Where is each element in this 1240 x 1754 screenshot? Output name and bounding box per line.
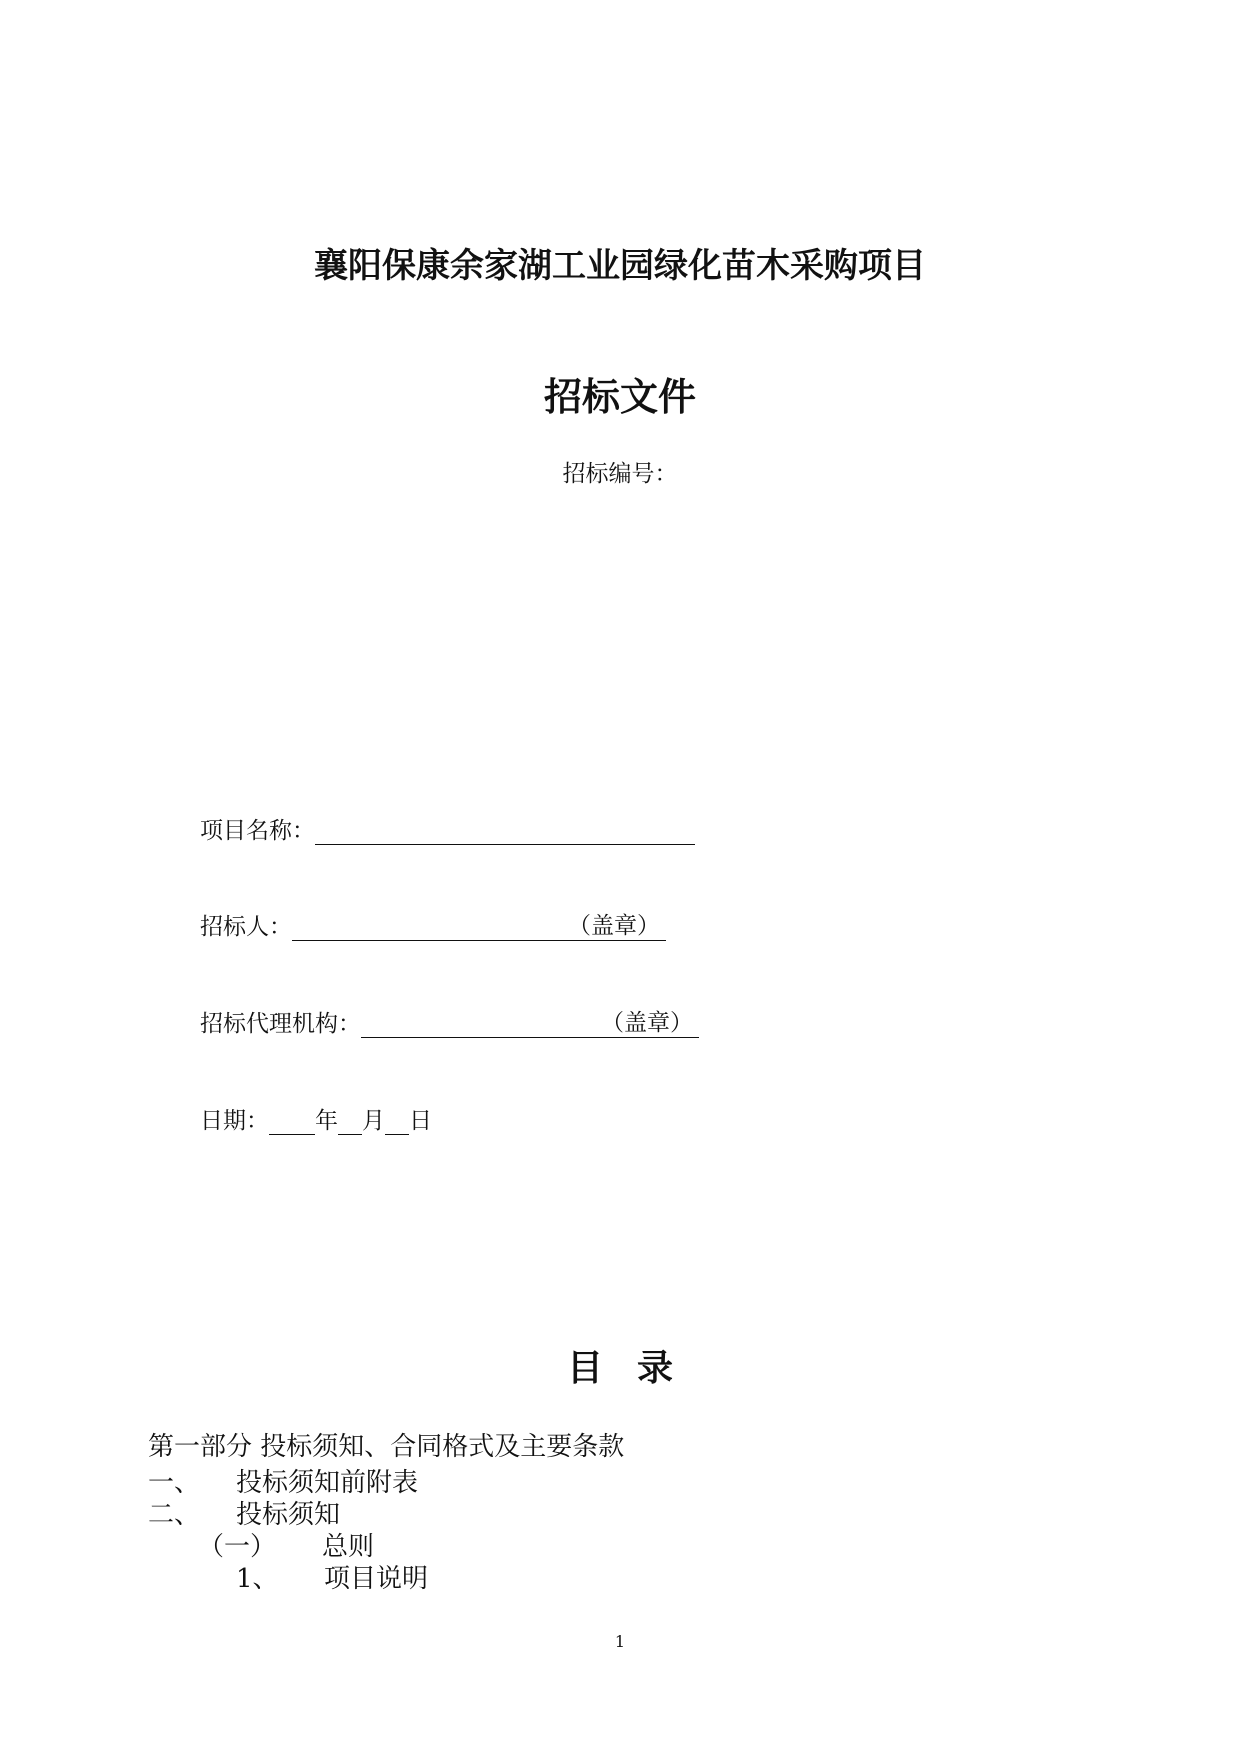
toc-item [236,1558,428,1595]
toc-item-number: 一、 [148,1468,201,1498]
toc-item-label: 项目说明 [324,1564,429,1594]
project-name-blank [315,818,695,845]
toc-item-number: 1、 [236,1564,279,1594]
date-month-blank [338,1108,362,1135]
tenderer-field [200,908,666,941]
agency-field [200,1005,699,1038]
toc-title: 目录 [566,1348,707,1389]
date-field [200,1102,432,1135]
agency-stamp-note: （盖章） [601,1010,693,1036]
toc-item-label: 投标须知前附表 [236,1468,419,1498]
date-label: 日期： [200,1108,269,1134]
tenderer-label: 招标人： [200,914,292,940]
tenderer-stamp-note: （盖章） [568,913,660,939]
toc-item-label: 投标须知 [236,1500,341,1530]
toc-part-one: 第一部分 投标须知、合同格式及主要条款 [148,1432,625,1462]
date-year-label: 年 [315,1108,338,1134]
project-title: 襄阳保康余家湖工业园绿化苗木采购项目 [314,246,926,286]
project-name-label: 项目名称： [200,818,315,844]
toc-item-number: 二、 [148,1500,201,1530]
date-year-blank [269,1108,315,1135]
toc-item-number: （一） [198,1532,277,1562]
date-day-blank [385,1108,409,1135]
agency-blank [361,1007,699,1038]
tender-number-label: 招标编号： [562,461,678,487]
document-title: 招标文件 [543,375,696,419]
date-month-label: 月 [362,1108,385,1134]
date-day-label: 日 [409,1108,432,1134]
page-number: 1 [614,1632,626,1651]
agency-label: 招标代理机构： [200,1011,361,1037]
toc-item-label: 总则 [322,1532,375,1562]
tenderer-blank [292,910,666,941]
project-name-field [200,812,695,845]
